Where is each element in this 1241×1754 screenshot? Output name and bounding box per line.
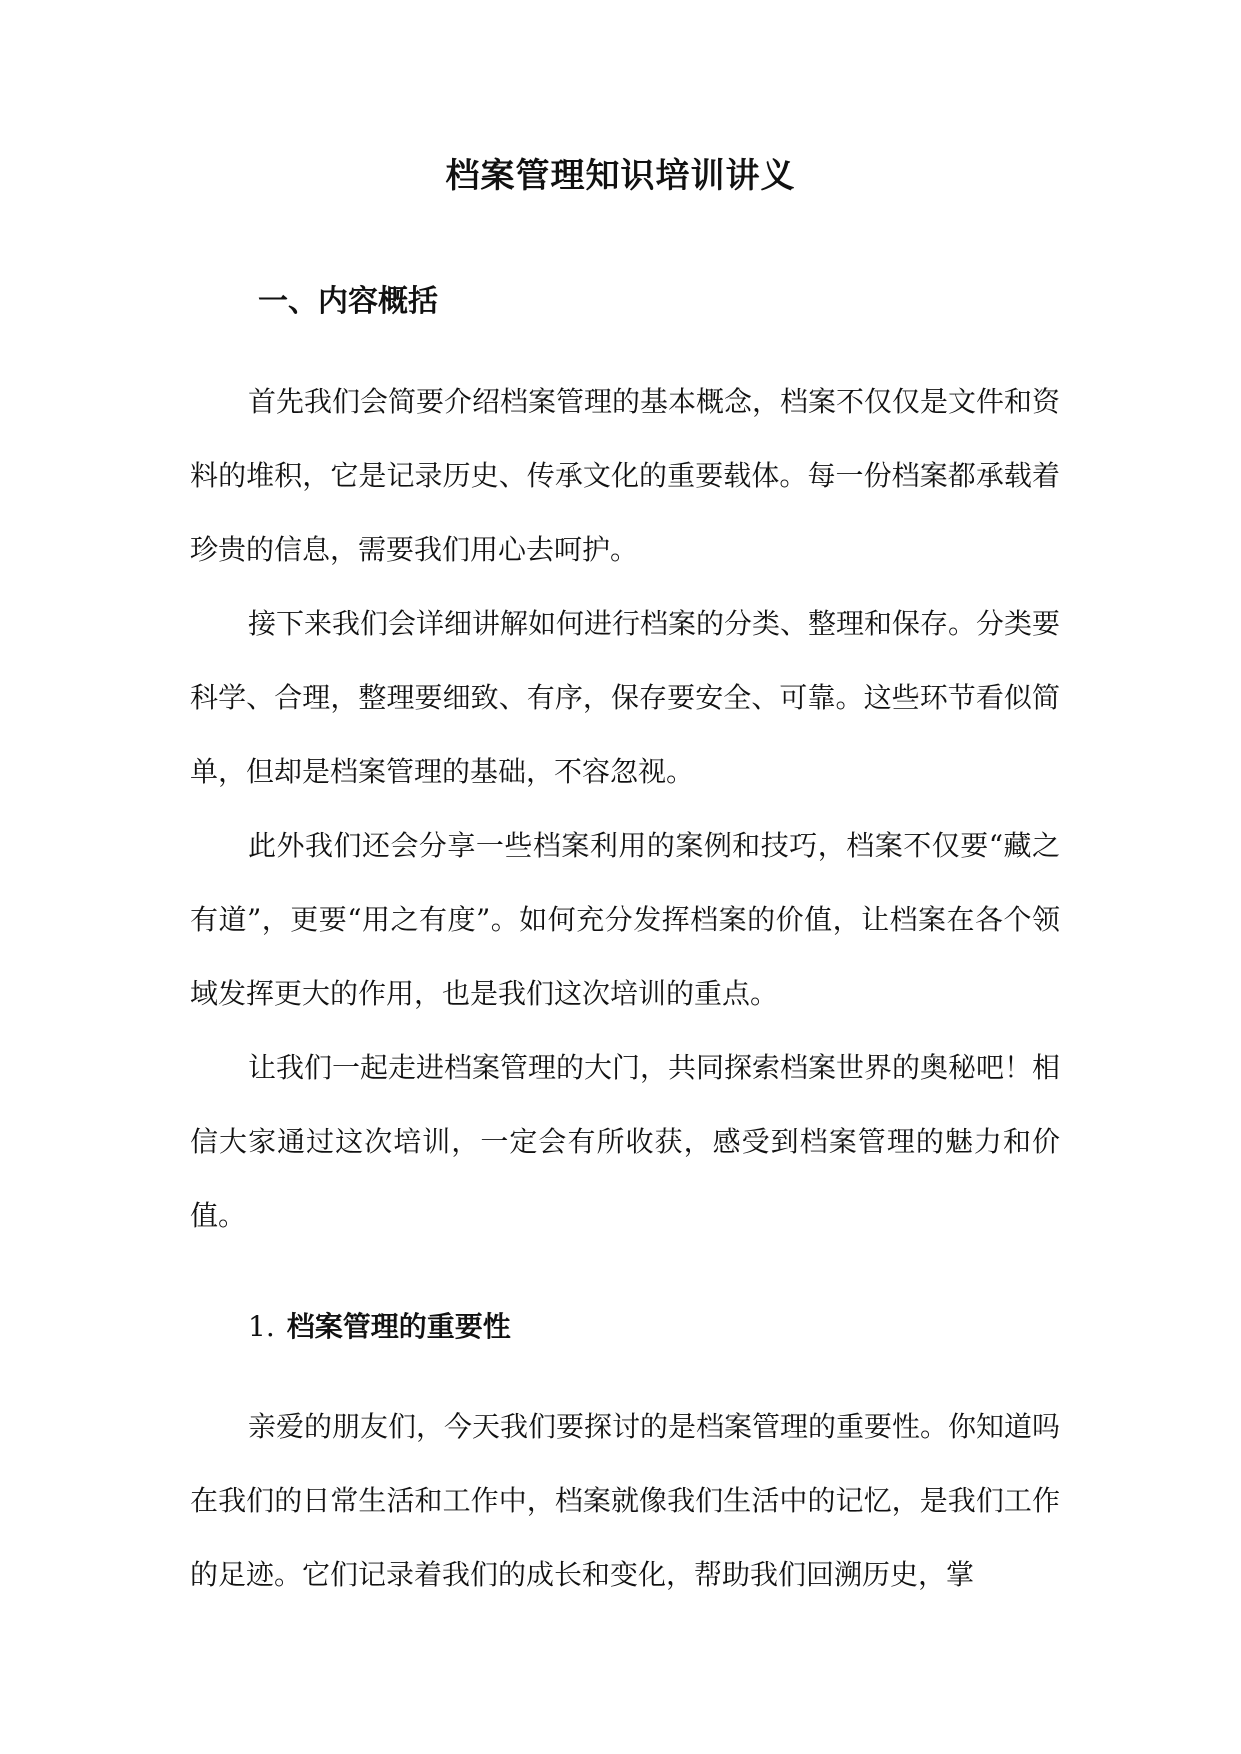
subsection-heading — [248, 1306, 511, 1348]
paragraph-invitation: 让我们一起走进档案管理的大门，共同探索档案世界的奥秘吧！相信大家通过这次培训，一定会有所收获，感受到档案管理的魅力和价值。 — [190, 1051, 1061, 1232]
paragraph-utilization: 此外我们还会分享一些档案利用的案例和技巧，档案不仅要“藏之有道”，更要“用之有度”。如何充分发挥档案的价值，让档案在各个领域发挥更大的作用，也是我们这次培训的重点。 — [190, 829, 1060, 1010]
subsection-title: 档案管理的重要性 — [286, 1310, 511, 1343]
paragraph-intro: 首先我们会简要介绍档案管理的基本概念，档案不仅仅是文件和资料的堆积，它是记录历史、传承文化的重要载体。每一份档案都承载着珍贵的信息，需要我们用心去呵护。 — [190, 385, 1061, 566]
document-title: 档案管理知识培训讲义 — [445, 156, 796, 196]
section-heading: 一、内容概括 — [258, 284, 438, 319]
paragraph-importance: 亲爱的朋友们，今天我们要探讨的是档案管理的重要性。你知道吗在我们的日常生活和工作中，档案就像我们生活中的记忆，是我们工作的足迹。它们记录着我们的成长和变化，帮助我们回溯历史，掌 — [190, 1410, 1061, 1591]
paragraph-classification: 接下来我们会详细讲解如何进行档案的分类、整理和保存。分类要科学、合理，整理要细致、有序，保存要安全、可靠。这些环节看似简单，但却是档案管理的基础，不容忽视。 — [190, 607, 1061, 788]
subsection-number: 1. — [248, 1310, 275, 1343]
